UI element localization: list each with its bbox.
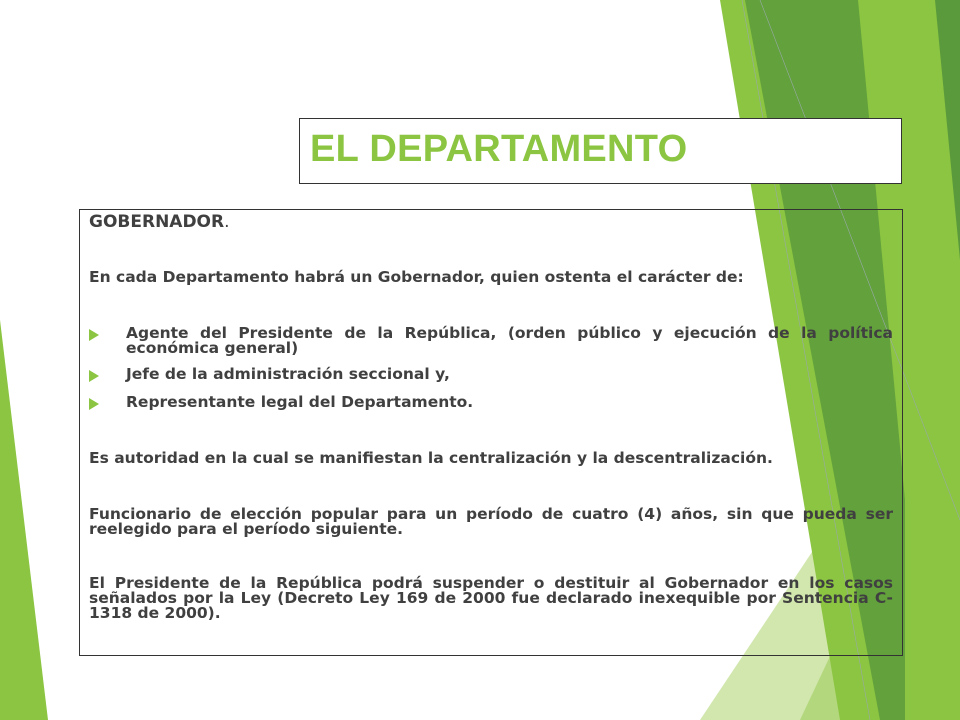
intro-paragraph: En cada Departamento habrá un Gobernador, quien ostenta el carácter de: bbox=[89, 268, 744, 286]
paragraph-election: Funcionario de elección popular para un período de cuatro (4) años, sin que pueda ser reelegido para el período siguiente. bbox=[89, 505, 893, 538]
left-green-triangle bbox=[0, 320, 48, 720]
bullet-text: Representante legal del Departamento. bbox=[126, 393, 474, 411]
paragraph-authority: Es autoridad en la cual se manifiestan la centralización y la descentralización. bbox=[89, 449, 773, 467]
heading-suffix: . bbox=[224, 212, 230, 232]
title-box bbox=[299, 118, 902, 184]
arrow-bullet-icon bbox=[89, 329, 99, 341]
section-heading bbox=[89, 212, 230, 232]
content-box bbox=[79, 209, 903, 656]
slide-title: EL DEPARTAMENTO bbox=[310, 128, 688, 170]
bullet-item bbox=[89, 367, 893, 382]
paragraph-suspension: El Presidente de la República podrá suspender o destituir al Gobernador en los casos señalados por la Ley (Decreto Ley 169 de 2000 fue declarado inexequible por Sentencia C-1318 de 2000). bbox=[89, 574, 893, 622]
arrow-bullet-icon bbox=[89, 398, 99, 410]
bullet-item bbox=[89, 395, 893, 410]
bullet-text: Jefe de la administración seccional y, bbox=[126, 365, 450, 383]
arrow-bullet-icon bbox=[89, 370, 99, 382]
bullet-item bbox=[89, 326, 893, 356]
heading-text: GOBERNADOR bbox=[89, 212, 225, 232]
bullet-text: Agente del Presidente de la República, (orden público y ejecución de la política económica general) bbox=[126, 324, 893, 357]
